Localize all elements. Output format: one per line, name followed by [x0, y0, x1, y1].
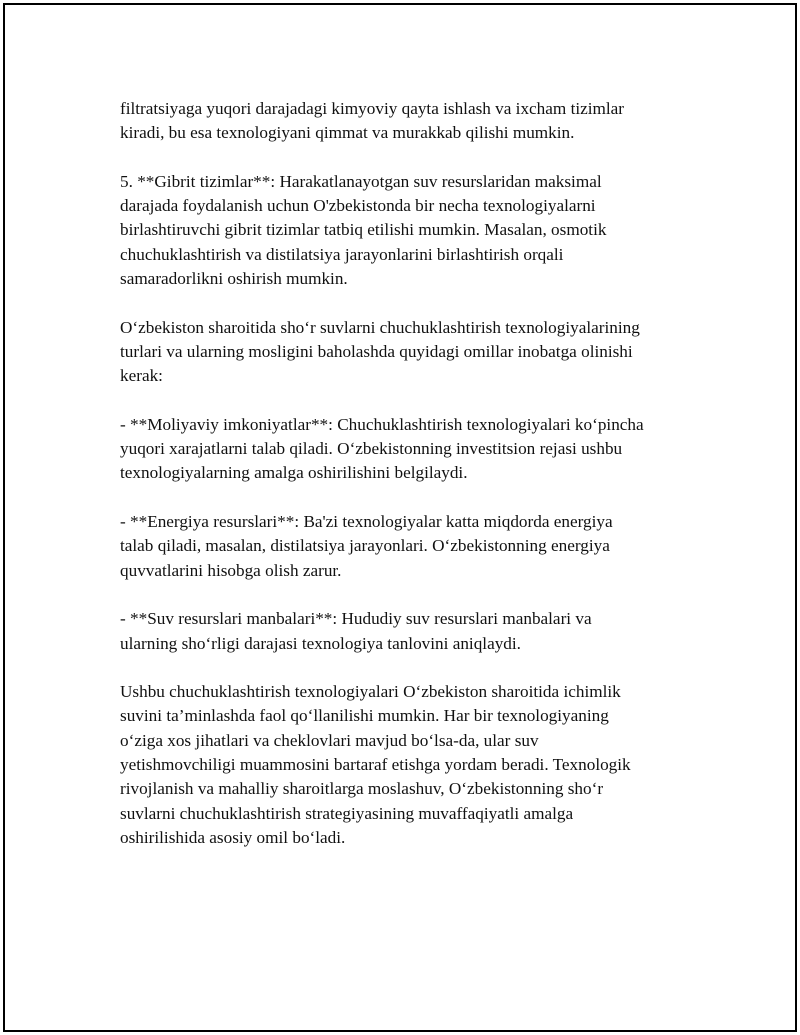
text-line: - **Suv resurslari manbalari**: Hududiy suv resurslari manbalari va	[120, 609, 592, 629]
text-line: o‘ziga xos jihatlari va cheklovlari mavjud bo‘lsa-da, ular suv	[120, 730, 539, 750]
text-line: chuchuklashtirish va distilatsiya jarayonlarini birlashtirish orqali	[120, 244, 564, 264]
document-body	[120, 97, 710, 875]
text-line: Ushbu chuchuklashtirish texnologiyalari O‘zbekiston sharoitida ichimlik	[120, 682, 621, 702]
page-frame	[3, 3, 797, 1032]
text-line: yuqori xarajatlarni talab qiladi. O‘zbekistonning investitsion rejasi ushbu	[120, 439, 623, 459]
paragraph-evaluation-factors-intro	[120, 316, 710, 389]
text-line: talab qiladi, masalan, distilatsiya jarayonlari. O‘zbekistonning energiya	[120, 536, 610, 556]
text-line: oshirilishida asosiy omil bo‘ladi.	[120, 827, 346, 847]
text-line: ularning sho‘rligi darajasi texnologiya tanlovini aniqlaydi.	[120, 633, 521, 653]
paragraph-hybrid-systems	[120, 170, 710, 291]
text-line: birlashtiruvchi gibrit tizimlar tatbiq etilishi mumkin. Masalan, osmotik	[120, 220, 607, 240]
text-line: samaradorlikni oshirish mumkin.	[120, 269, 348, 289]
text-line: rivojlanish va mahalliy sharoitlarga moslashuv, O‘zbekistonning sho‘r	[120, 779, 604, 799]
text-line: O‘zbekiston sharoitida sho‘r suvlarni chuchuklashtirish texnologiyalarining	[120, 317, 640, 337]
text-line: darajada foydalanish uchun O'zbekistonda bir necha texnologiyalarni	[120, 196, 596, 216]
text-line: turlari va ularning mosligini baholashda quyidagi omillar inobatga olinishi	[120, 341, 633, 361]
text-line: kiradi, bu esa texnologiyani qimmat va murakkab qilishi mumkin.	[120, 123, 575, 143]
text-line: filtratsiyaga yuqori darajadagi kimyoviy qayta ishlash va ixcham tizimlar	[120, 99, 625, 118]
text-line: - **Energiya resurslari**: Ba'zi texnologiyalar katta miqdorda energiya	[120, 512, 613, 532]
text-line: - **Moliyaviy imkoniyatlar**: Chuchuklashtirish texnologiyalari ko‘pincha	[120, 414, 644, 434]
paragraph-conclusion	[120, 680, 710, 850]
list-item-water-sources	[120, 607, 710, 656]
text-line: suvlarni chuchuklashtirish strategiyasining muvaffaqiyatli amalga	[120, 803, 574, 823]
text-line: kerak:	[120, 366, 163, 386]
text-line: yetishmovchiligi muammosini bartaraf etishga yordam beradi. Texnologik	[120, 755, 631, 775]
text-line: texnologiyalarning amalga oshirilishini belgilaydi.	[120, 463, 468, 483]
paragraph-filtration-continuation	[120, 97, 710, 146]
list-item-energy-resources	[120, 510, 710, 583]
list-item-financial-capabilities	[120, 413, 710, 486]
text-line: quvvatlarini hisobga olish zarur.	[120, 560, 342, 580]
text-line: suvini ta’minlashda faol qo‘llanilishi mumkin. Har bir texnologiyaning	[120, 706, 609, 726]
text-line: 5. **Gibrit tizimlar**: Harakatlanayotgan suv resurslaridan maksimal	[120, 171, 602, 191]
